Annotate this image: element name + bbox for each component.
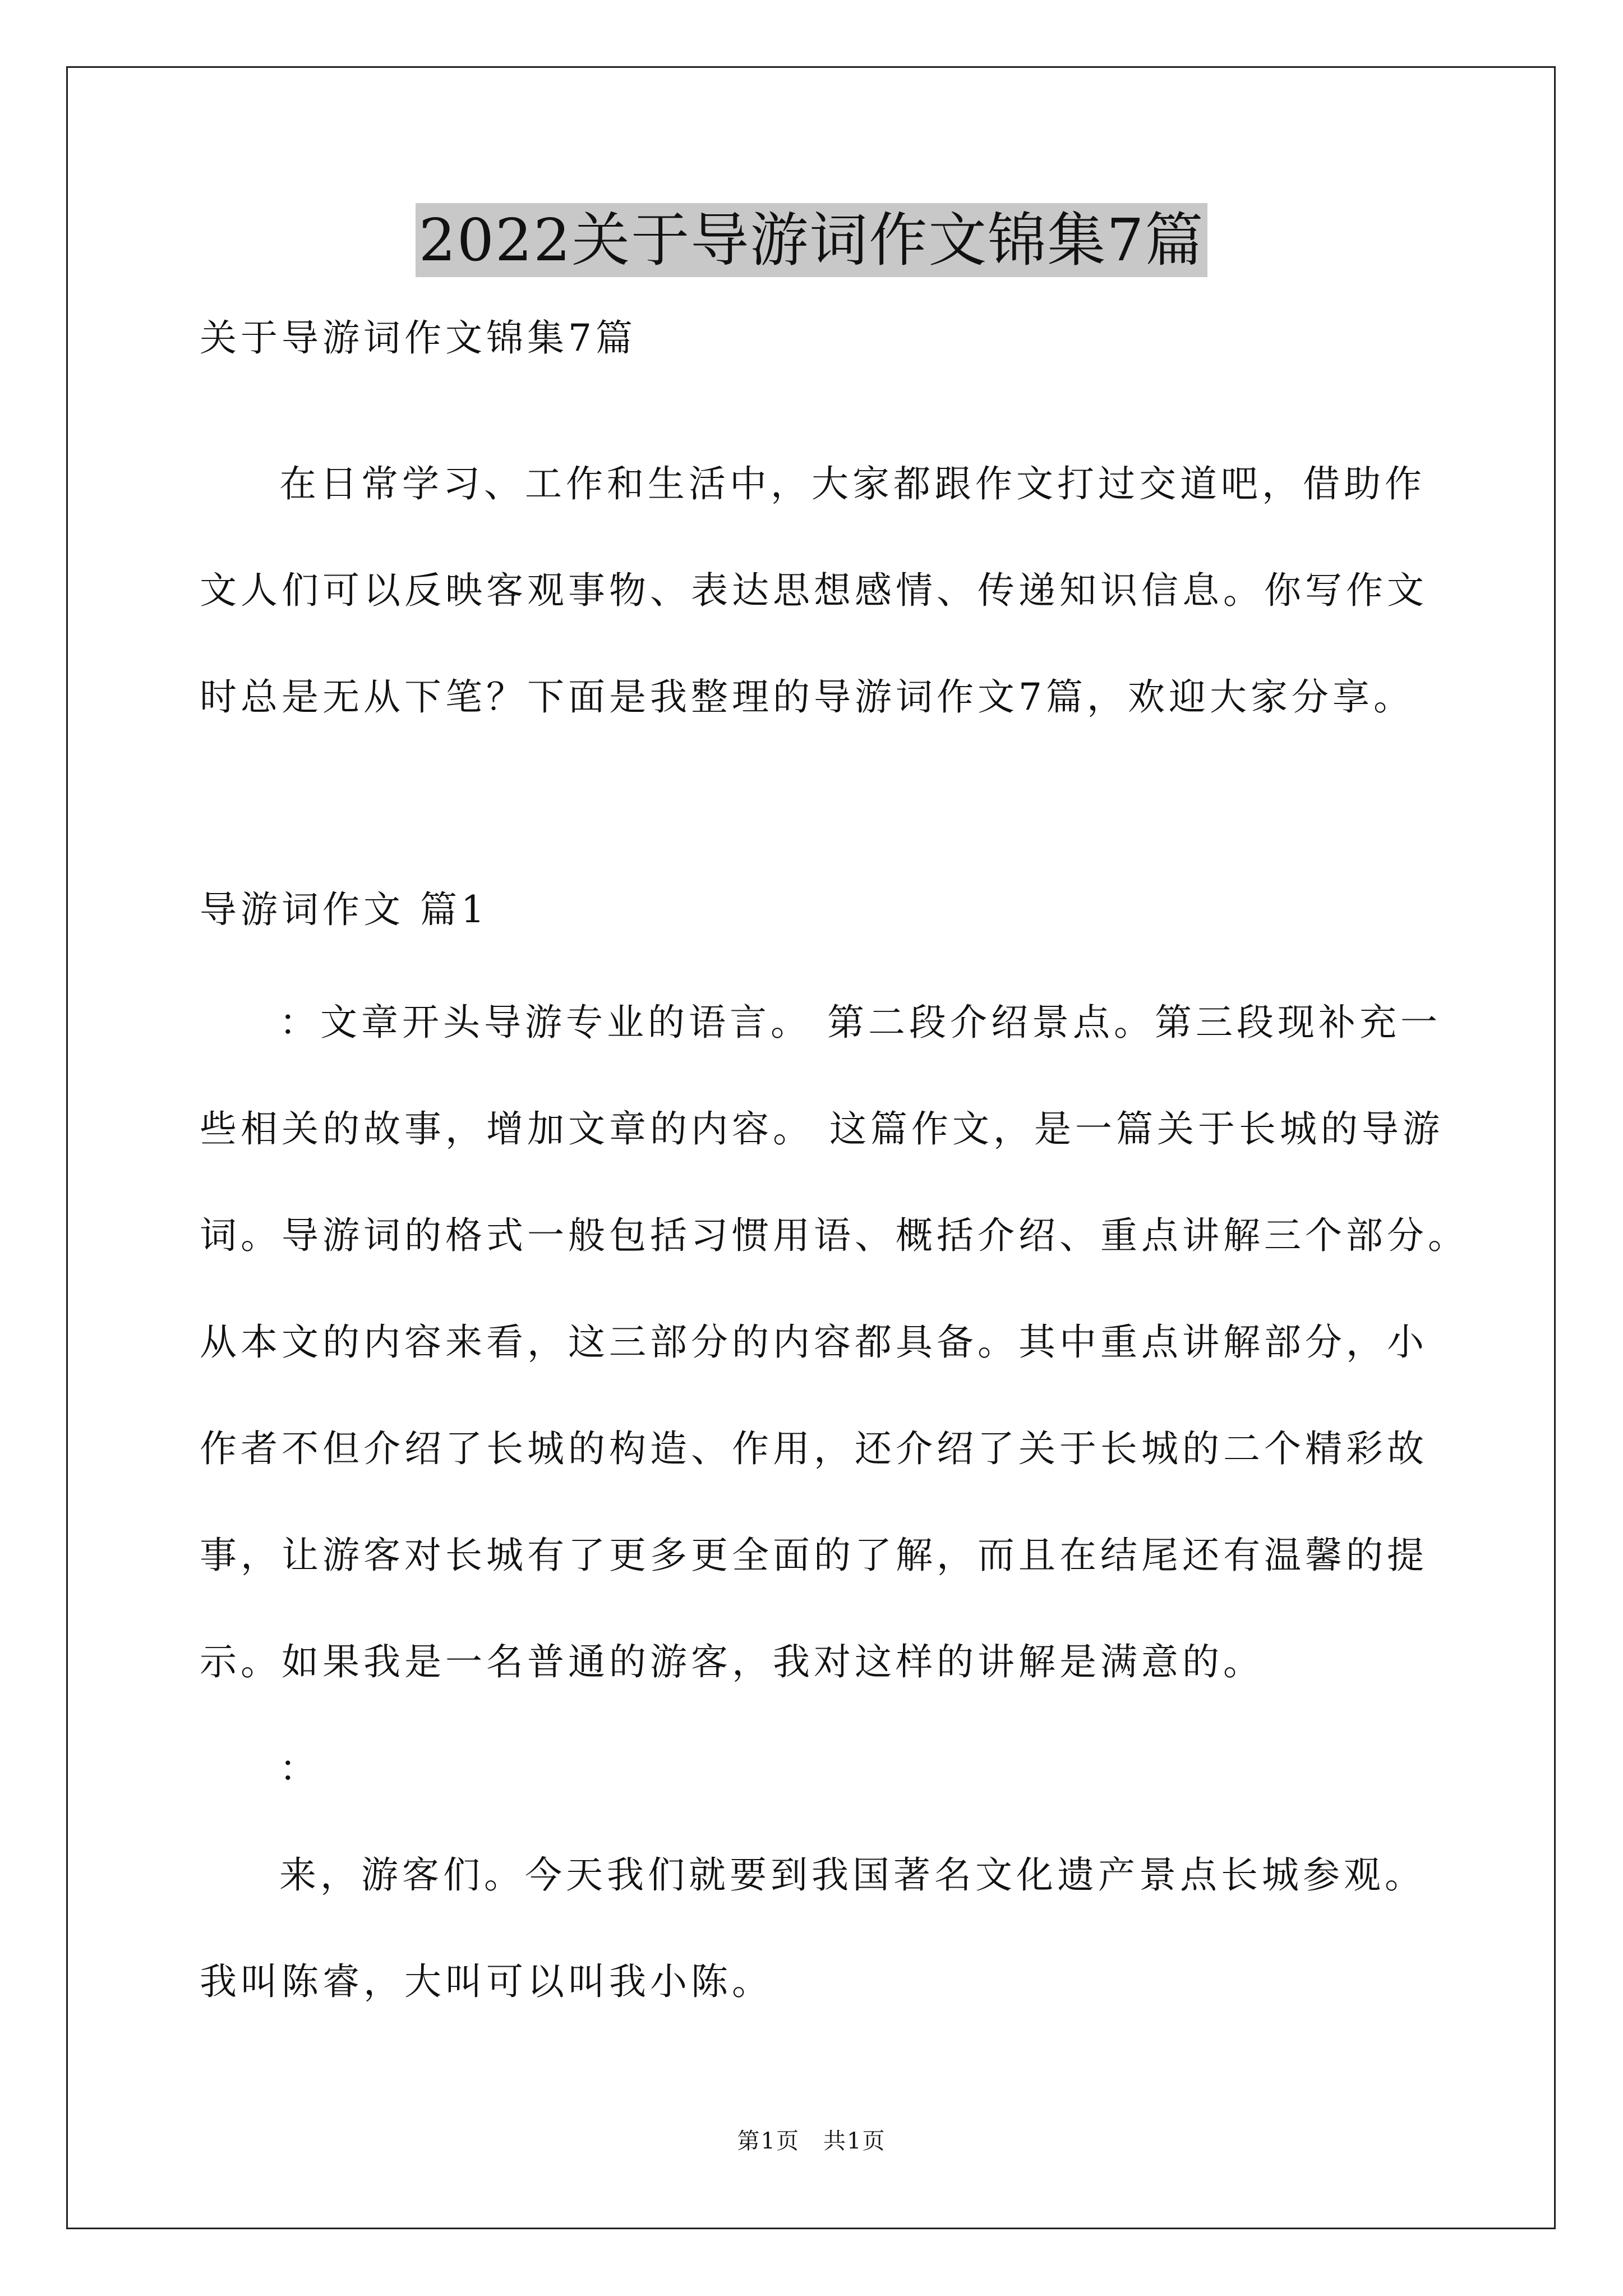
title-container xyxy=(0,203,1623,277)
intro-line-1: 在日常学习、工作和生活中，大家都跟作文打过交道吧，借助作 xyxy=(279,462,1426,505)
colon-line: ： xyxy=(279,1747,320,1790)
section-line-7: 示。如果我是一名普通的游客，我对这样的讲解是满意的。 xyxy=(200,1640,1264,1683)
section-line-3: 词。导游词的格式一般包括习惯用语、概括介绍、重点讲解三个部分。 xyxy=(200,1214,1469,1257)
section-line-2: 些相关的故事，增加文章的内容。 这篇作文，是一篇关于长城的导游 xyxy=(200,1107,1444,1151)
document-subtitle: 关于导游词作文锦集7篇 xyxy=(200,316,637,360)
section-line-4: 从本文的内容来看，这三部分的内容都具备。其中重点讲解部分，小 xyxy=(200,1320,1428,1364)
page-footer: 第1页 共1页 xyxy=(737,2128,886,2154)
section-heading: 导游词作文 篇1 xyxy=(200,888,488,931)
document-title: 2022关于导游词作文锦集7篇 xyxy=(416,203,1208,277)
intro-line-3: 时总是无从下笔？下面是我整理的导游词作文7篇，欢迎大家分享。 xyxy=(200,675,1414,719)
section-line-6: 事，让游客对长城有了更多更全面的了解，而且在结尾还有温馨的提 xyxy=(200,1534,1428,1577)
body-line-2: 我叫陈睿，大叫可以叫我小陈。 xyxy=(200,1960,773,2003)
intro-line-2: 文人们可以反映客观事物、表达思想感情、传递知识信息。你写作文 xyxy=(200,569,1428,612)
body-line-1: 来，游客们。今天我们就要到我国著名文化遗产景点长城参观。 xyxy=(279,1853,1426,1897)
section-line-5: 作者不但介绍了长城的构造、作用，还介绍了关于长城的二个精彩故 xyxy=(200,1427,1428,1470)
section-line-1: ：文章开头导游专业的语言。 第二段介绍景点。第三段现补充一 xyxy=(279,1001,1441,1044)
